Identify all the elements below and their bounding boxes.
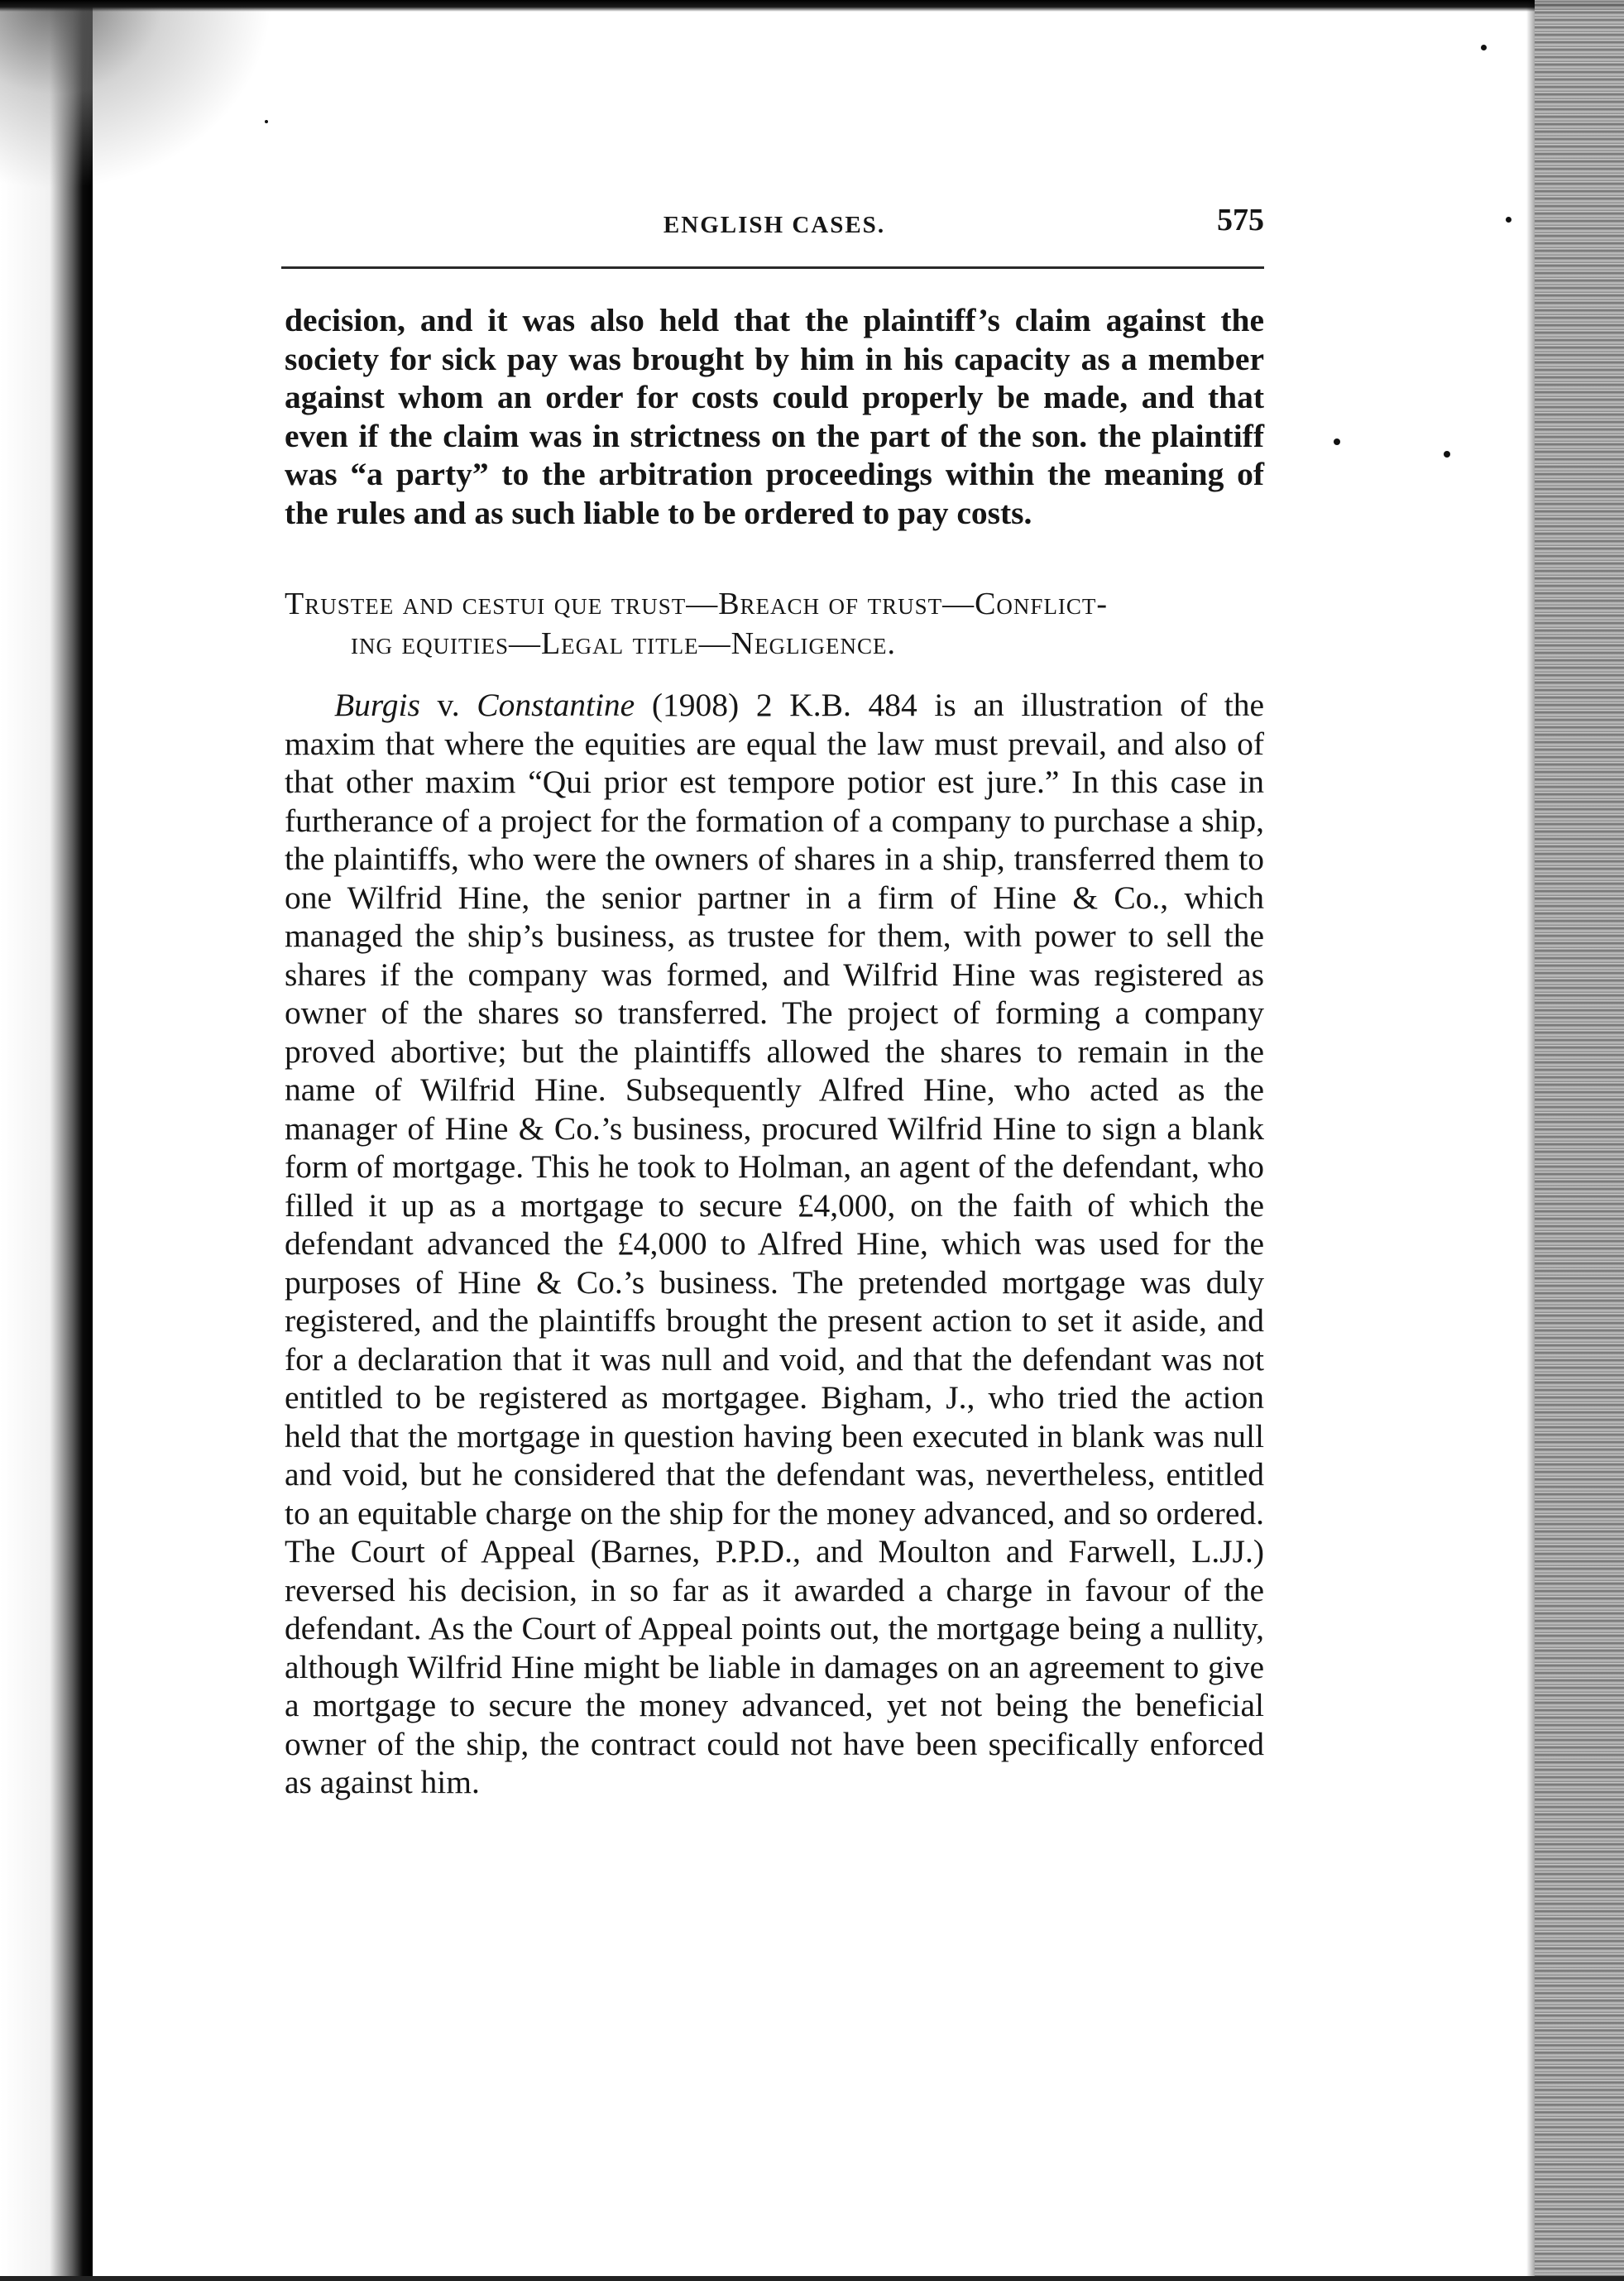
speck bbox=[1334, 438, 1340, 445]
page-number: 575 bbox=[1217, 203, 1264, 237]
scan-corner-shadow bbox=[0, 0, 273, 190]
speck bbox=[1444, 451, 1450, 458]
section-heading-line2: ing equities—Legal title—Negligence. bbox=[351, 626, 897, 661]
body-text bbox=[285, 301, 1264, 1802]
continuation-paragraph: decision, and it was also held that the plaintiff’s claim against the society for sick pay was brought by him in his capacity as a member against whom an order for costs could properly be made, and that even if the claim was in strictness on the part of the son. the plaintiff was “a party” to the arbitration proceedings within the meaning of the rules and as such liable to be ordered to pay costs. bbox=[285, 302, 1264, 531]
main-paragraph bbox=[285, 686, 1264, 1802]
scan-right-shadow bbox=[1526, 0, 1535, 2281]
book-page bbox=[285, 202, 1265, 1800]
case-name-plaintiff: Burgis bbox=[334, 687, 420, 723]
main-paragraph-text: (1908) 2 K.B. 484 is an illustration of the maxim that where the equities are equal the law must prevail, and also of that other maxim “Qui prior est tempore potior est jure.” In this case in furtherance of a project for the formation of a company to purchase a ship, the plaintiffs, who were the owners of shares in a ship, transferred them to one Wilfrid Hine, the senior partner in a firm of Hine & Co., which managed the ship’s business, as trustee for them, with power to sell the shares if the company was formed, and Wilfrid Hine was registered as owner of the shares so transferred. The project of forming a company proved abortive; but the plaintiffs allowed the shares to remain in the name of Wilfrid Hine. Subsequently Alfred Hine, who acted as the manager of Hine & Co.’s business, procured Wilfrid Hine to sign a blank form of mortgage. This he took to Holman, an agent of the defendant, who filled it up as a mortgage to secure £4,000, on the faith of which the defendant advanced the £4,000 to Alfred Hine, which was used for the purposes of Hine & Co.’s business. The pretended mortgage was duly registered, and the plaintiffs brought the present action to set it aside, and for a declaration that it was null and void, and that the defendant was not entitled to be registered as mortgagee. Bigham, J., who tried the action held that the mortgage in question having been executed in blank was null and void, but he considered that the defendant was, nevertheless, entitled to an equitable charge on the ship for the money advanced, and so ordered. The Court of Appeal (Barnes, P.P.D., and Moulton and Farwell, L.JJ.) reversed his decision, in so far as it awarded a charge in favour of the defendant. As the Court of Appeal points out, the mortgage being a nullity, although Wilfrid Hine might be liable in damages on an agreement to give a mortgage to secure the money advanced, yet not being the beneficial owner of the ship, the contract could not have been specifically enforced as against him. bbox=[285, 687, 1265, 1800]
scan-bottom-edge bbox=[0, 2276, 1624, 2281]
speck bbox=[265, 120, 268, 123]
speck bbox=[1481, 45, 1487, 50]
scan-right-edge bbox=[1535, 0, 1624, 2281]
header-rule bbox=[281, 266, 1264, 269]
running-head bbox=[285, 202, 1264, 248]
speck bbox=[1506, 217, 1511, 223]
running-title: ENGLISH CASES. bbox=[663, 212, 886, 238]
scan-top-edge bbox=[0, 0, 1624, 12]
section-heading bbox=[285, 585, 1264, 663]
scan-left-edge bbox=[0, 0, 93, 2281]
section-heading-line1: Trustee and cestui que trust—Breach of trust—Conflict- bbox=[285, 587, 1109, 621]
case-name-defendant: Constantine bbox=[477, 687, 635, 723]
case-versus: v. bbox=[419, 687, 477, 723]
